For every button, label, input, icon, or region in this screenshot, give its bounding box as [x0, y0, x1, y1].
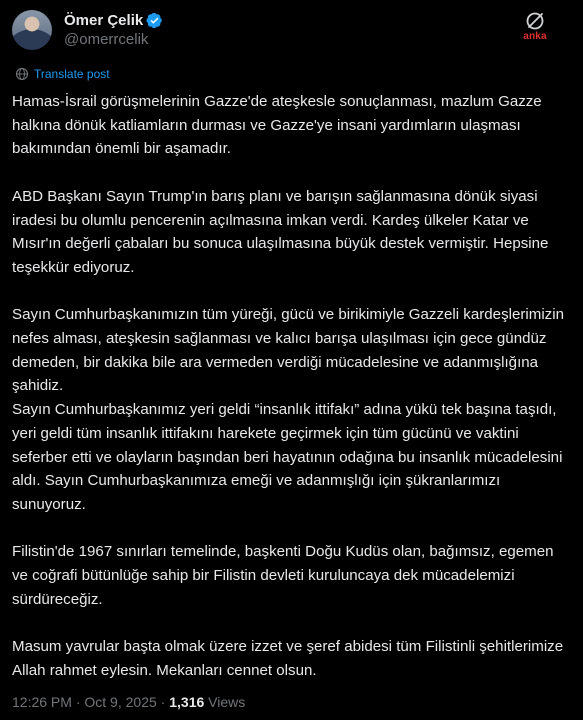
post-paragraph: ABD Başkanı Sayın Trump'ın barış planı ve barışın sağlanmasına dönük siyasi iradesi bu olumlu pencerenin açılmasına imkan verdi. Kardeş ülkeler Katar ve Mısır'ın değerli çabaları bu sonuca ulaşılmasına büyük destek vermiştir. Hepsine teşekkür ediyoruz. [12, 187, 549, 276]
post-paragraph: Sayın Cumhurbaşkanımız yeri geldi “insanlık ittifakı” adına yükü tek başına taşıdı, yeri geldi tüm insanlık ittifakını harekete geçirmek için tüm gücünü ve vaktini seferber etti ve olayların başından beri hayatının odağına bu insanlık mücadelesini aldı. Sayın Cumhurbaşkanımıza emeği ve adanmışlığı için şükranlarımızı sunuyoruz. [12, 401, 563, 513]
author-info [64, 11, 163, 49]
author-name[interactable]: Ömer Çelik [64, 12, 144, 29]
watermark-icon [525, 11, 545, 31]
post-time[interactable]: 12:26 PM [12, 694, 72, 710]
verified-badge-icon [146, 12, 163, 29]
views-label: Views [208, 694, 246, 710]
post-paragraph: Sayın Cumhurbaşkanımızın tüm yüreği, gücü ve birikimiyle Gazzeli kardeşlerimizin nefes alması, ateşkesin sağlanması ve kalıcı barışa ulaşılması için gece gündüz demeden, bir dakika bile ara vermeden verdiği mücadelesine ve adanmışlığına şahidiz. [12, 306, 564, 395]
author-handle[interactable]: @omerrcelik [64, 31, 149, 48]
watermark-text: anka [523, 31, 547, 42]
post-header [12, 8, 163, 52]
meta-separator: · [160, 694, 166, 710]
post-meta [12, 693, 245, 711]
views-count: 1,316 [169, 694, 205, 710]
avatar[interactable] [12, 10, 52, 50]
meta-separator: · [75, 694, 81, 710]
post-paragraph: Hamas-İsrail görüşmelerinin Gazze'de ateşkesle sonuçlanması, mazlum Gazze halkına dönük katliamların durması ve Gazze'ye insani yardımların ulaşması bakımından önemli bir aşamadır. [12, 93, 542, 158]
post-date[interactable]: Oct 9, 2025 [84, 694, 157, 710]
post-paragraph: Masum yavrular başta olmak üzere izzet ve şeref abidesi tüm Filistinli şehitlerimize Allah rahmet eylesin. Mekanları cennet olsun. [12, 638, 564, 679]
author-name-row [64, 11, 163, 30]
globe-icon [15, 67, 29, 81]
post-paragraph: Filistin'de 1967 sınırları temelinde, başkenti Doğu Kudüs olan, bağımsız, egemen ve coğrafi bütünlüğe sahip bir Filistin devleti kuruluncaya dek mücadelemizi sürdüreceğiz. [12, 543, 554, 608]
watermark-logo [515, 11, 555, 42]
post-text [12, 90, 572, 683]
translate-post-label[interactable]: Translate post [34, 67, 110, 81]
translate-post-link[interactable] [15, 67, 110, 81]
